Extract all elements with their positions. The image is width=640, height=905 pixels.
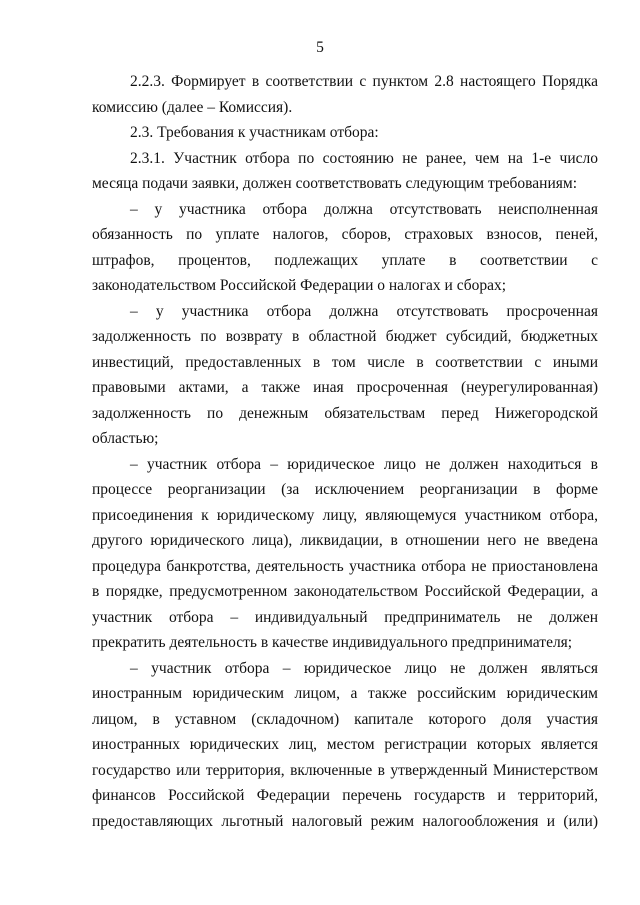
paragraph-2-3-heading: 2.3. Требования к участникам отбора: — [130, 124, 379, 141]
requirement-no-tax-debt: – у участника отбора должна отсутствовать неисполненная обязанность по уплате налогов, сборов, страховых взносов, пеней, штрафов, процентов, подлежащих уплате в соответствии с законодательством Российской Федерации о налогах и сборах; — [92, 200, 598, 294]
requirement-no-overdue-debt: – у участника отбора должна отсутствовать просроченная задолженность по возврату в областной бюджет субсидий, бюджетных инвестиций, предоставленных в том числе в соответствии с иными правовыми актами, а также иная просроченная (неурегулированная) задолженность по денежным обязательствам перед Нижегородской областью; — [92, 302, 598, 447]
requirement-no-reorganization: – участник отбора – юридическое лицо не должен находиться в процессе реорганизации (за исключением реорганизации в форме присоединения к юридическому лицу, являющемуся участником отбора, другого юридического лица), ликвидации, в отношении него не введена процедура банкротства, деятельность участника отбора не приостановлена в порядке, предусмотренном законодательством Российской Федерации, а участник отбора – индивидуальный предприниматель не должен прекратить деятельность в качестве индивидуального предпринимателя; — [92, 455, 598, 651]
paragraph-2-3-1: 2.3.1. Участник отбора по состоянию не ранее, чем на 1-е число месяца подачи заявки, должен соответствовать следующим требованиям: — [92, 149, 598, 192]
page-number: 5 — [316, 39, 324, 56]
paragraph-2-2-3: 2.2.3. Формирует в соответствии с пунктом 2.8 настоящего Порядка комиссию (далее – Комиссия). — [92, 73, 598, 116]
document-body — [92, 69, 598, 834]
requirement-not-foreign-entity: – участник отбора – юридическое лицо не должен являться иностранным юридическим лицом, а также российским юридическим лицом, в уставном (складочном) капитале которого доля участия иностранных юридических лиц, местом регистрации которых является государство или территория, включенные в утвержденный Министерством финансов Российской Федерации перечень государств и территорий, предоставляющих льготный налоговый режим налогообложения и (или) — [92, 659, 598, 830]
